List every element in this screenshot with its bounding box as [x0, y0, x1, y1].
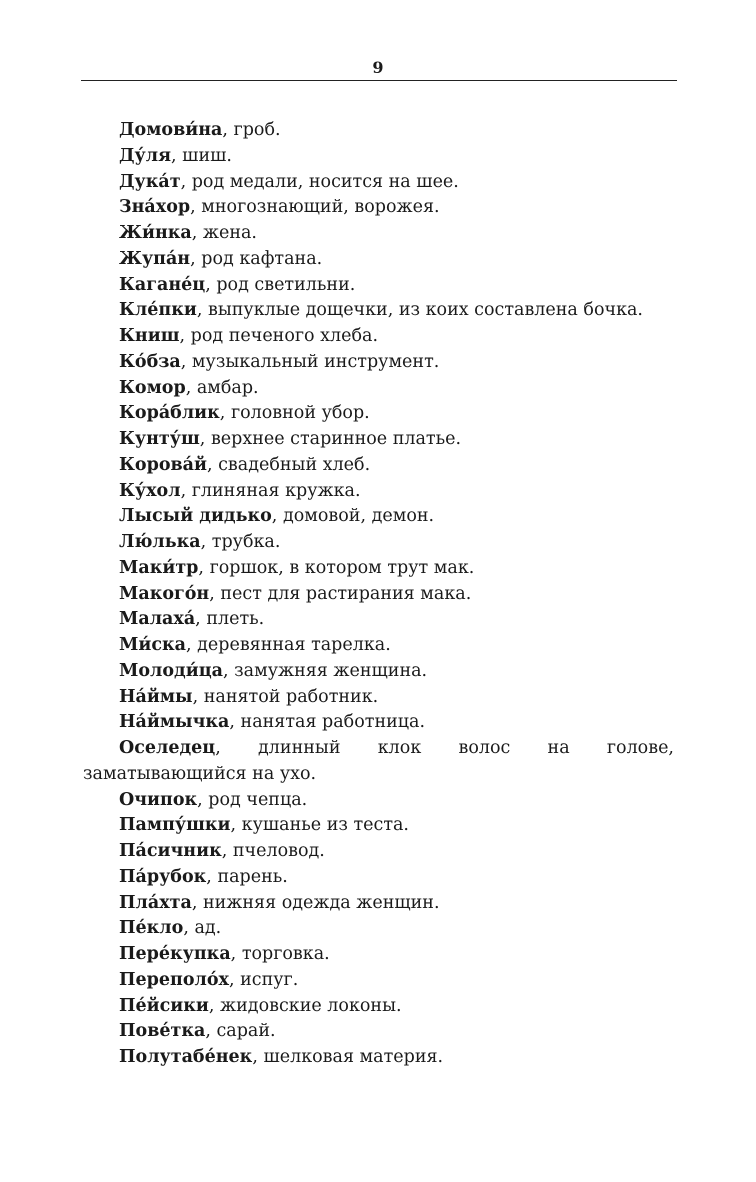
glossary-term: Лысый дидько: [119, 506, 272, 527]
glossary-definition: ад.: [194, 918, 222, 939]
glossary-list: [83, 118, 674, 1071]
glossary-entry: Жи́нка, жена.: [119, 223, 257, 243]
glossary-term: Молоди́ца: [119, 660, 223, 681]
glossary-definition: гроб.: [233, 120, 281, 140]
glossary-term: Пере́купка: [119, 944, 231, 964]
glossary-entry: Ми́ска, деревянная тарелка.: [119, 635, 391, 655]
glossary-definition: домовой, демон.: [282, 506, 435, 527]
glossary-entry: Корова́й, свадебный хлеб.: [119, 454, 371, 475]
glossary-term: Макого́н: [119, 583, 210, 604]
glossary-entry: Макого́н, пест для растирания мака.: [119, 583, 472, 604]
glossary-definition: нижняя одежда женщин.: [202, 892, 440, 913]
glossary-entry: Ко́бза, музыкальный инструмент.: [119, 351, 440, 372]
header-rule: [81, 80, 677, 81]
glossary-term: Пове́тка: [119, 1021, 206, 1042]
glossary-definition: длинный клок волос на голове, заматывающийся на ухо.: [83, 738, 674, 784]
glossary-definition: род кафтана.: [201, 248, 323, 269]
glossary-definition: головной убор.: [230, 403, 370, 424]
glossary-term: Полутабе́нек: [119, 1047, 253, 1067]
glossary-entry: Комор, амбар.: [119, 377, 259, 398]
glossary-term: Жупа́н: [119, 248, 191, 269]
glossary-term: Жи́нка: [119, 223, 192, 243]
glossary-term: Ко́бза: [119, 351, 181, 372]
glossary-definition: плеть.: [206, 609, 265, 630]
glossary-entry: Дука́т, род медали, носится на шее.: [119, 171, 459, 192]
glossary-term: Комор: [119, 377, 186, 398]
glossary-definition: многознающий, ворожея.: [201, 197, 440, 218]
glossary-definition: музыкальный инструмент.: [191, 351, 440, 372]
glossary-term: Очипок: [119, 789, 198, 810]
glossary-definition: амбар.: [196, 377, 259, 398]
glossary-entry: Пе́кло, ад.: [119, 918, 222, 939]
glossary-definition: шелковая материя.: [263, 1047, 444, 1067]
glossary-entry: Кора́блик, головной убор.: [119, 403, 370, 424]
glossary-term: Пла́хта: [119, 892, 192, 913]
glossary-definition: сарай.: [216, 1021, 276, 1042]
glossary-entry: Пампу́шки, кушанье из теста.: [119, 815, 409, 836]
glossary-term: Ку́хол: [119, 480, 181, 501]
glossary-term: Па́сичник: [119, 841, 222, 861]
glossary-entry: Пере́купка, торговка.: [119, 944, 330, 964]
glossary-term: Па́рубок: [119, 866, 207, 887]
glossary-entry: Ду́ля, шиш.: [119, 145, 232, 166]
glossary-entry: Переполо́х, испуг.: [119, 969, 299, 990]
glossary-entry: Маки́тр, горшок, в котором трут мак.: [119, 557, 475, 578]
page-number: 9: [372, 58, 384, 77]
glossary-term: Малаха́: [119, 609, 196, 630]
glossary-definition: род печеного хлеба.: [190, 326, 379, 346]
glossary-definition: шиш.: [182, 145, 232, 166]
glossary-term: Оселедец: [119, 738, 216, 758]
glossary-entry: Па́сичник, пчеловод.: [119, 841, 325, 861]
glossary-definition: жидовские локоны.: [220, 995, 402, 1016]
glossary-definition: торговка.: [241, 944, 330, 964]
glossary-entry: Ку́хол, глиняная кружка.: [119, 480, 361, 501]
glossary-entry: На́ймычка, нанятая работница.: [119, 712, 426, 733]
glossary-term: Кунту́ш: [119, 429, 200, 449]
glossary-term: Лю́лька: [119, 532, 201, 552]
glossary-definition: нанятая работница.: [240, 712, 426, 733]
glossary-term: Ми́ска: [119, 635, 186, 655]
glossary-term: На́ймычка: [119, 712, 230, 733]
glossary-definition: кушанье из теста.: [241, 815, 409, 836]
glossary-entry: Жупа́н, род кафтана.: [119, 248, 323, 269]
glossary-entry: Очипок, род чепца.: [119, 789, 308, 810]
glossary-term: Пе́кло: [119, 918, 184, 939]
glossary-term: Ду́ля: [119, 145, 172, 166]
glossary-term: Переполо́х: [119, 969, 229, 990]
glossary-definition: замужняя женщина.: [234, 660, 428, 681]
glossary-entry: Кле́пки, выпуклые дощечки, из коих составлена бочка.: [119, 300, 643, 321]
glossary-definition: жена.: [202, 223, 257, 243]
glossary-entry: Домови́на, гроб.: [119, 120, 281, 140]
glossary-term: Зна́хор: [119, 197, 191, 218]
glossary-term: Книш: [119, 326, 180, 346]
glossary-term: Пе́йсики: [119, 995, 209, 1016]
glossary-entry: Лю́лька, трубка.: [119, 532, 281, 552]
glossary-term: Домови́на: [119, 120, 223, 140]
glossary-definition: деревянная тарелка.: [197, 635, 391, 655]
glossary-term: Маки́тр: [119, 557, 199, 578]
glossary-definition: испуг.: [240, 969, 299, 990]
glossary-entry: Пе́йсики, жидовские локоны.: [119, 995, 402, 1016]
glossary-term: Дука́т: [119, 171, 181, 192]
glossary-definition: род чепца.: [208, 789, 308, 810]
glossary-entry: Лысый дидько, домовой, демон.: [119, 506, 435, 527]
glossary-entry: Молоди́ца, замужняя женщина.: [119, 660, 428, 681]
glossary-entry: На́ймы, нанятой работник.: [119, 686, 379, 707]
glossary-entry: Пла́хта, нижняя одежда женщин.: [119, 892, 440, 913]
glossary-entry: Па́рубок, парень.: [119, 866, 288, 887]
glossary-term: Корова́й: [119, 454, 207, 475]
glossary-entry: Кагане́ц, род светильни.: [119, 274, 356, 295]
glossary-definition: род медали, носится на шее.: [191, 171, 459, 192]
glossary-definition: пест для растирания мака.: [220, 583, 472, 604]
glossary-definition: пчеловод.: [232, 841, 325, 861]
glossary-definition: свадебный хлеб.: [218, 454, 371, 475]
glossary-term: Кора́блик: [119, 403, 220, 424]
glossary-entry: Оселедец, длинный клок волос на голове, заматывающийся на ухо.: [83, 738, 674, 784]
glossary-definition: горшок, в котором трут мак.: [209, 557, 475, 578]
glossary-definition: выпуклые дощечки, из коих составлена бочка.: [207, 300, 643, 321]
glossary-term: Кагане́ц: [119, 274, 206, 295]
glossary-term: Кле́пки: [119, 300, 197, 321]
glossary-entry: Кунту́ш, верхнее старинное платье.: [119, 429, 462, 449]
glossary-term: Пампу́шки: [119, 815, 231, 836]
glossary-term: На́ймы: [119, 686, 193, 707]
glossary-definition: парень.: [217, 866, 288, 887]
glossary-definition: нанятой работник.: [203, 686, 379, 707]
glossary-entry: Малаха́, плеть.: [119, 609, 265, 630]
glossary-entry: Пове́тка, сарай.: [119, 1021, 276, 1042]
glossary-definition: верхнее старинное платье.: [210, 429, 462, 449]
glossary-definition: род светильни.: [216, 274, 356, 295]
glossary-definition: глиняная кружка.: [191, 480, 361, 501]
glossary-entry: Полутабе́нек, шелковая материя.: [119, 1047, 444, 1067]
glossary-entry: Зна́хор, многознающий, ворожея.: [119, 197, 440, 218]
glossary-entry: Книш, род печеного хлеба.: [119, 326, 379, 346]
glossary-definition: трубка.: [211, 532, 281, 552]
